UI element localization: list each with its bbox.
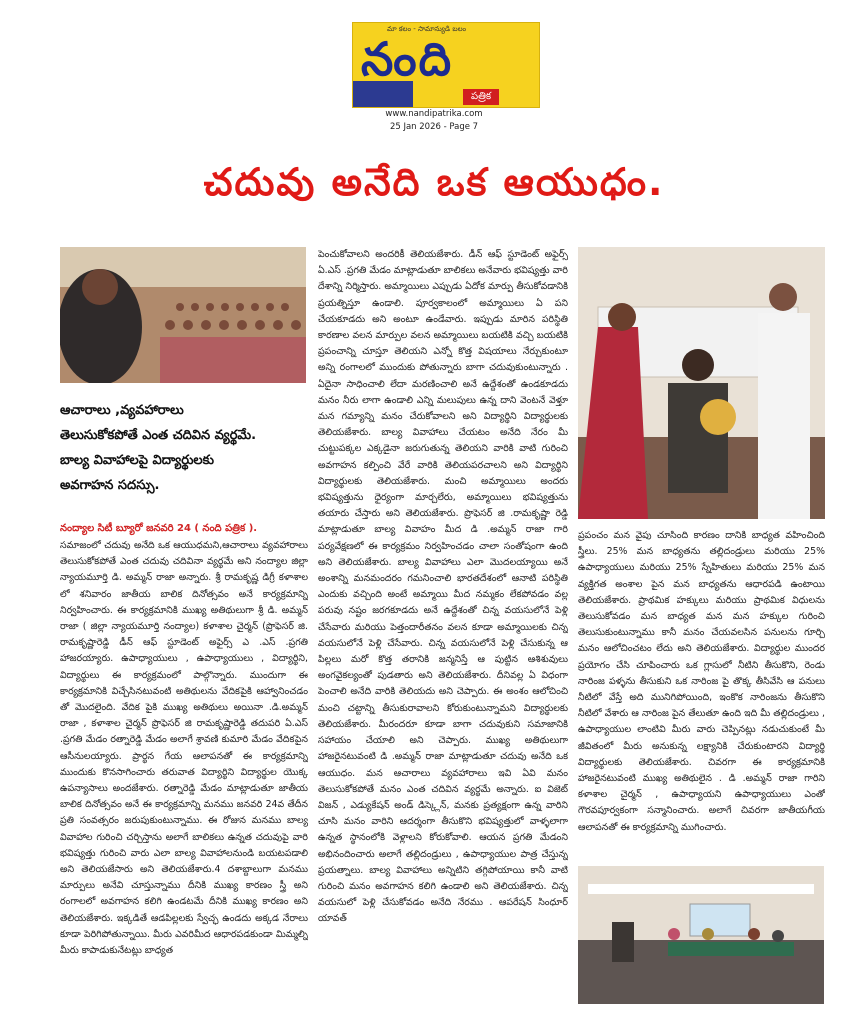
subheadline-line: అవగాహన సదస్సు.: [60, 478, 160, 493]
audience-photo-graphic: [60, 247, 306, 383]
dateline: నంద్యాల సిటీ బ్యూరో జనవరి 24 ( నంది పత్రిక ).: [60, 523, 258, 534]
article-column-2: పెంచుకోవాలని అందరికీ తెలియజేశారు. డీన్ ఆఫ్ స్టూడెంట్ అఫైర్స్ ఏ.ఎస్ .ప్రగతి మేడం మాట్లాడుతూ బాలికలు అనేవారు భవిష్యత్తు వారి దేశాన్ని నిర్మిస్తారు. అమ్మాయిలు ఎప్పుడు ఏదోక మార్పు తీసుకోవడానికి ప్రయత్నిస్తూ ఉండాలి. పూర్వకాలంలో అమ్మాయిలు ఏ పని చేయకూడదు అని అంటూ ఉండేవారు. ఇప్పుడు మారిన పరిస్థితి కారణాల వలన మార్పుల వలన అమ్మాయిలు బయటికి వచ్చి బయటికి ప్రపంచాన్ని చూస్తూ తెలియని ఎన్నో కొత్త విషయాలు నేర్చుకుంటూ అన్ని రంగాలలో ముందుకు పోతున్నారు బాగా చదువుకుంటున్నారు . ఏదైనా సాధించాలి లేదా మరణించాలి అనే ఉద్దేశంతో ఉండకూడదు మనం నీరు లాగా ఉండాలి ఎన్ని మలుపులు ఉన్న దాని వెంటనే వెళ్తూ మన గమ్యాన్ని మనం చేరుకోవాలని అని విద్యార్థిని విద్యార్థులకు తెలియజేశారు. బాల్య వివాహాలు చేయటం అనేది నేరం మీ చుట్టుపక్కల ఎక్కడైనా జరుగుతున్న తెలియని వారికి వాటి గురించి అవగాహన కల్పించి వేరే వారికి తెలియపరచాలని అని విద్యార్థిని విద్యార్థులకు తెలియజేశారు. మంచి అమ్మాయిలు అందరు భవిష్యత్తును ధైర్యంగా మార్చలేరు, అమ్మాయిలు భవిష్యత్తును తయారు చేస్తారు అని తెలియజేశారు. ప్రొఫెసర్ జి .రామకృష్ణా రెడ్డి మాట్లాడుతూ బాల్య వివాహం మీద డి .అమ్మన్ రాజా గారి పర్యవేక్షణలో ఈ కార్యక్రమం నిర్వహించడం చాలా సంతోషంగా ఉంది అని తెలియజేశారు. బాల్య వివాహాలు ఎలా మొదలయ్యాయి అనే అంశాన్ని మనమందరం గమనించాలి భారతదేశంలో ఆనాటి పరిస్థితి ఎందుకు వచ్చింది అంటే అమ్మాయి మీద నమ్మకం లేకపోవడం వల్ల పరువు నష్టం జరగకూడదు అనే ఉద్దేశంతో చిన్న వయసులోనే పెళ్లి చేసేవారు మరియు పెత్తందారీతనం వలన కూడా అమ్మాయిలకు చిన్న వయసులోనే పెళ్లి చేసేవారు. చిన్న వయసులోనే పెళ్లి చేసుకున్న ఆ పిల్లలు మరో కొత్త తరానికి జన్మనిస్తే ఆ పుట్టిన ఆశిశువులు అంగవైకల్యంతో పుడతారు అని తెలియజేశారు. దీనివల్ల ఏ విధంగా పెంచాలి అనేది వారికి తెలియదు అని చెప్పారు. ఈ అంశం ఆలోచించి మంచి చట్టాన్ని తీసుకురావాలని కోరుకుంటున్నామని విద్యార్థులకు తెలియజేశారు. మీరందరూ కూడా బాగా చదువుకుని సమాజానికి సహాయం చేయాలి అని చెప్పారు. ముఖ్య అతిథులుగా హాజరైనటువంటి డి .అమ్మన్ రాజా మాట్లాడుతూ చదువు అనేది ఒక ఆయుధం. మన ఆచారాలు వ్యవహారాలు ఇవి ఏవి మనం తెలుసుకోకపోతే మనం ఎంత చదివిన వ్యర్థమే అన్నారు. ఐ విజెట్ విజన్ , ఎడ్యుకేషన్ అండ్ డిస్క్లెన్, మనకు ప్రత్యక్షంగా ఉన్న వారిని చూసి మనం వారిని ఆదర్శంగా తీసుకొని భవిష్యత్తులో వాళ్ళలాగా ఉన్నత స్థానంలోకి వెళ్లాలని కోరుకోవాలి. ఆయన ప్రగతి మేడంని అభినందించారు అలాగే తల్లిదండ్రులు , ఉపాధ్యాయుల పాత్ర చేస్తున్న ప్రయత్నాలు. బాల్య వివాహాలు అన్నిటిని తగ్గిపోయాయి కానీ వాటి గురించి మనం అవగాహన కలిగి ఉండాలి అని తెలియజేశారు. చిన్న వయసులో పెళ్లి చేసుకోవడం అనేది నేరము . ఆపరేషన్ సింధూర్ యావత్: [318, 249, 568, 925]
subheadline-line: ఆచారాలు ,వ్యవహారాలు: [60, 403, 184, 418]
date-page: 25 Jan 2026 - Page 7: [389, 122, 479, 132]
subheadline-line: బాల్య వివాహాలపై విద్యార్థులకు: [60, 453, 214, 468]
newspaper-logo: [352, 22, 540, 108]
logo-tagline: మా కలం - సామాన్యుడి బలం: [387, 25, 467, 33]
logo-text: నంది: [361, 32, 454, 86]
article-column-3: ప్రపంచం మన వైపు చూసింది కారణం దానికి బాధ్యత వహించింది స్త్రీలు. 25% మన బాధ్యతను తల్లిదండ్రులు మరియు 25% ఉపాధ్యాయులు మరియు 25% స్నేహితులు మరియు 25% మన వ్యక్తిగత అంశాల పైన మన బాధ్యతను ఆధారపడి ఉంటాయి తెలియజేశారు. ప్రాథమిక హక్కులు మరియు ప్రాథమిక విధులను తెలుసుకోవడం మన బాధ్యత మన మన హక్కుల గురించి తెలుసుకుంటున్నాము కానీ మనం చేయవలసిన పనులను గూర్చి మనం ఆలోచించటం లేదు అని తెలియజేశారు. విద్యార్థుల ముందర ప్రయోగం చేసి చూపించారు ఒక గ్లాసులో నీటిని తీసుకొని, రెండు నారింజ పళ్ళను తీసుకుని ఒక నారింజ పై తొక్క తీసివేసి ఆ పనులు నీటిలో వేస్తే అది మునిగిపోయింది, ఇంకొక నారింజను తీసుకొని నీటిలో వేశారు ఆ నారింజ పైన తేలుతూ ఉంది ఇది మీ తల్లిదండ్రులు , ఉపాధ్యాయుల లాంటివి మీరు వారు చెప్పినట్లు నడుచుకుంటే మీ జీవితంలో మీరు అనుకున్న లక్ష్యానికి చేరుకుంటారని విద్యార్థి విద్యార్థులకు తెలియజేశారు. చివరగా ఈ కార్యక్రమానికి హాజరైనటువంటి ముఖ్య అతిథులైన . డి .అమ్మన్ రాజా గారిని కళాశాల చైర్మన్ , ఉపాధ్యాయని ఉపాధ్యాయులు ఎంతో గౌరవపూర్వకంగా సన్మానించారు. అలాగే చివరగా జాతీయగీయ ఆలాపనతో ఈ కార్యక్రమాన్ని ముగించారు.: [578, 530, 825, 833]
subheadline-line: తెలుసుకోకపోతే ఎంత చదివిన వ్యర్థమే.: [60, 428, 257, 443]
website-url: www.nandipatrika.com: [385, 109, 483, 119]
stage-photo-graphic: [578, 866, 824, 1004]
event-photo-felicitation: [578, 247, 825, 519]
event-photo-stage: [578, 866, 824, 1004]
headline: చదువు అనేది ఒక ఆయుధం.: [203, 160, 665, 204]
event-photo-audience: [60, 247, 306, 383]
felicitation-photo-graphic: [578, 247, 825, 519]
logo-sub: పత్రిక: [463, 89, 499, 105]
subheadline: [60, 398, 308, 498]
article-column-1: సమాజంలో చదువు అనేది ఒక ఆయుధమని,ఆచారాలు వ్యవహారాలు తెలుసుకోకపోతే ఎంత చదువు చదివినా వ్యర్థమే అని నంద్యాల జిల్లా న్యాయమూర్తి డి. అమ్మన్ రాజా అన్నారు. శ్రీ రామకృష్ణ డిగ్రీ కళాశాల లో శనివారం జాతీయ బాలిక దినోత్సవం అనే కార్యక్రమాన్ని నిర్వహించారు. ఈ కార్యక్రమానికి ముఖ్య అతిథులుగా శ్రీ డి. అమ్మన్ రాజా ( జిల్లా న్యాయమూర్తి నంద్యాల) కళాశాల చైర్మన్ (ప్రొఫెసర్ జి. రామకృష్ణారెడ్డి డీన్ ఆఫ్ స్టూడెంట్ అఫైర్స్ ఎ .ఎస్ .ప్రగతి హాజరయ్యారు. ఉపాధ్యాయులు , ఉపాధ్యాయులు , విద్యార్థిని, విద్యార్థులు ఈ కార్యక్రమంలో పాల్గొన్నారు. ముందుగా ఈ కార్యక్రమానికి విచ్చేసినటువంటి అతిథులను వేదికపైకి ఆహ్వానించడం తో మొదలైంది. వేదిక పైకి ముఖ్య అతిథులు అయినా .డి.అమ్మన్ రాజా , కళాశాల చైర్మన్ ప్రొఫెసర్ జి రామకృష్ణారెడ్డి తదుపరి ఏ.ఎస్ .ప్రగతి మేడం రత్నారెడ్డి మేడం అలాగే శ్రావణి కుమారి మేడం వేదికపైన ఆసీనులయ్యారు. ప్రార్థన గేయ ఆలాపనతో ఈ కార్యక్రమాన్ని ముందుకు కొనసాగించారు తరువాత విద్యార్థిని విద్యార్థుల యొక్క ఉపన్యాసాలు అందజేశారు. రత్నారెడ్డి మేడం మాట్లాడుతూ జాతీయ బాలిక దినోత్సవం అనే ఈ కార్యక్రమాన్ని మనము జనవరి 24వ తేదీన ప్రతి సంవత్సరం జరుపుకుంటున్నాము. ఈ రోజున మనము బాల్య వివాహాల గురించి చర్చిస్తాను అలాగే బాలికలు ఉన్నత చదువుపై వారి భవిష్యత్తు గురించి వారు ఎలా బాల్య వివాహాలనుండి బయటపడాలి అని తెలియజేసారు అని తెలియజేశారు.4 దశాబ్దాలుగా మనము మార్పులు అనేవి చూస్తున్నాము దీనికి ముఖ్య కారణం స్త్రీ అని రంగాలలో అవగాహన కలిగి ఉండటమే దీనికి ముఖ్య కారణం అని తెలియజేశారు. ఇక్కడితే ఆడపిల్లలకు స్వేచ్ఛ ఉండదు అక్కడ నేరాలు కూడా పెరిగిపోతున్నాయి. మీరు ఎవరిమీద ఆధారపడకుండా మిమ్మల్ని మీరు కాపాడుకునేటట్లు బాధ్యత: [60, 540, 308, 957]
